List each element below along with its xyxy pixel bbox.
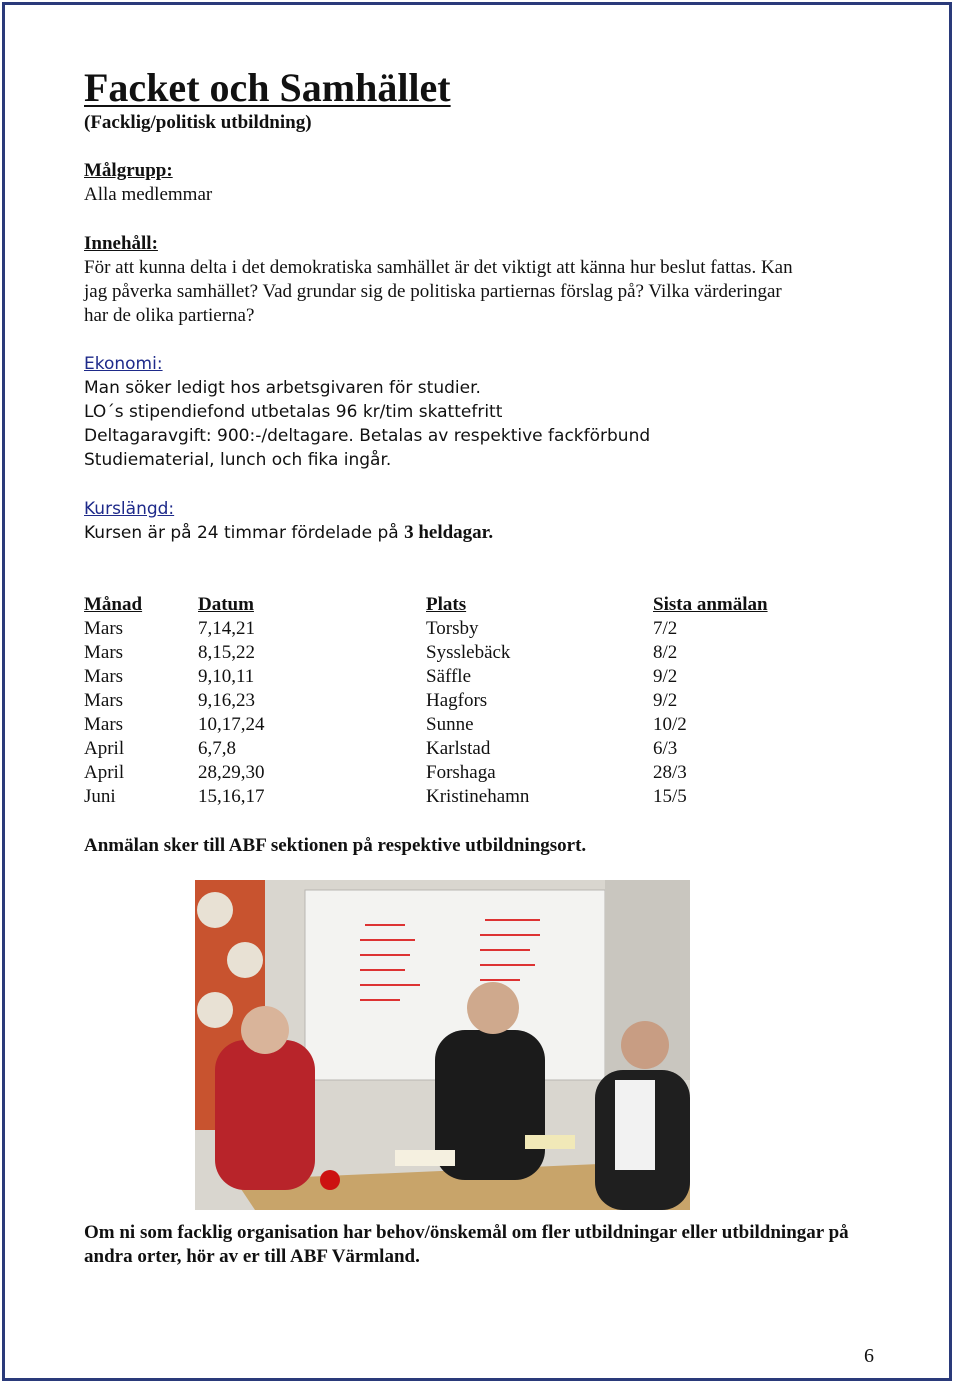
cell-plats: Torsby — [426, 618, 479, 639]
cell-sista-anmalan: 9/2 — [653, 690, 678, 711]
kurslangd-text-bold: 3 heldagar. — [404, 522, 494, 543]
cell-sista-anmalan: 10/2 — [653, 714, 687, 735]
ekonomi-line: Studiematerial, lunch och fika ingår. — [84, 450, 392, 470]
innehall-heading: Innehåll: — [84, 233, 158, 254]
column-header-manad: Månad — [84, 594, 143, 615]
innehall-section — [84, 232, 884, 328]
kurslangd-text — [84, 521, 884, 545]
cell-sista-anmalan: 9/2 — [653, 666, 678, 687]
registration-note: Anmälan sker till ABF sektionen på respektive utbildningsort. — [84, 835, 587, 856]
cell-datum: 10,17,24 — [198, 714, 265, 735]
table-row — [84, 641, 780, 665]
table-row — [84, 713, 780, 737]
cell-plats: Kristinehamn — [426, 786, 530, 807]
cell-plats: Sunne — [426, 714, 474, 735]
table-row — [84, 761, 780, 785]
malgrupp-text: Alla medlemmar — [84, 184, 213, 205]
cell-datum: 7,14,21 — [198, 618, 255, 639]
column-header-plats: Plats — [426, 594, 467, 615]
cell-plats: Säffle — [426, 666, 472, 687]
page-number: 6 — [864, 1345, 874, 1367]
cell-manad: Mars — [84, 618, 124, 639]
innehall-line: jag påverka samhället? Vad grundar sig de politiska partiernas förslag på? Vilka värderingar — [84, 281, 782, 302]
table-row — [84, 689, 780, 713]
ekonomi-heading: Ekonomi: — [84, 354, 163, 374]
cell-datum: 8,15,22 — [198, 642, 255, 663]
cell-manad: Mars — [84, 642, 124, 663]
kurslangd-heading: Kurslängd: — [84, 499, 175, 519]
cell-sista-anmalan: 28/3 — [653, 762, 687, 783]
cell-manad: Mars — [84, 666, 124, 687]
column-header-sista-anmalan: Sista anmälan — [653, 594, 768, 615]
cell-sista-anmalan: 8/2 — [653, 642, 678, 663]
cell-datum: 6,7,8 — [198, 738, 236, 759]
cell-datum: 9,16,23 — [198, 690, 255, 711]
ekonomi-line: LO´s stipendiefond utbetalas 96 kr/tim skattefritt — [84, 402, 503, 422]
cell-datum: 28,29,30 — [198, 762, 265, 783]
kurslangd-text-regular: Kursen är på 24 timmar fördelade på — [84, 523, 405, 543]
course-photo-illustration — [195, 880, 690, 1210]
course-photo — [195, 880, 690, 1210]
page-title: Facket och Samhället — [84, 65, 451, 110]
ekonomi-section — [84, 352, 884, 472]
table-row — [84, 785, 780, 809]
cell-plats: Forshaga — [426, 762, 496, 783]
table-row — [84, 665, 780, 689]
table-row — [84, 617, 780, 641]
cell-plats: Hagfors — [426, 690, 488, 711]
footer-note: Om ni som facklig organisation har behov/önskemål om fler utbildningar eller utbildningar på andra orter, hör av er till ABF Värmland. — [84, 1222, 849, 1267]
cell-plats: Karlstad — [426, 738, 491, 759]
cell-manad: Mars — [84, 690, 124, 711]
cell-manad: Mars — [84, 714, 124, 735]
cell-datum: 15,16,17 — [198, 786, 265, 807]
cell-sista-anmalan: 15/5 — [653, 786, 687, 807]
schedule-table — [84, 593, 780, 809]
kurslangd-section — [84, 497, 884, 545]
cell-datum: 9,10,11 — [198, 666, 255, 687]
ekonomi-line: Man söker ledigt hos arbetsgivaren för studier. — [84, 378, 481, 398]
innehall-line: För att kunna delta i det demokratiska samhället är det viktigt att känna hur beslut fattas. Kan — [84, 257, 793, 278]
innehall-line: har de olika partierna? — [84, 305, 255, 326]
cell-manad: April — [84, 762, 125, 783]
table-row — [84, 737, 780, 761]
malgrupp-section — [84, 159, 884, 207]
malgrupp-heading: Målgrupp: — [84, 160, 173, 181]
ekonomi-line: Deltagaravgift: 900:-/deltagare. Betalas av respektive fackförbund — [84, 426, 651, 446]
cell-sista-anmalan: 6/3 — [653, 738, 678, 759]
page-subtitle: (Facklig/politisk utbildning) — [84, 112, 312, 133]
cell-sista-anmalan: 7/2 — [653, 618, 678, 639]
cell-manad: Juni — [84, 786, 116, 807]
column-header-datum: Datum — [198, 594, 254, 615]
table-header-row — [84, 593, 780, 617]
cell-manad: April — [84, 738, 125, 759]
cell-plats: Sysslebäck — [426, 642, 511, 663]
